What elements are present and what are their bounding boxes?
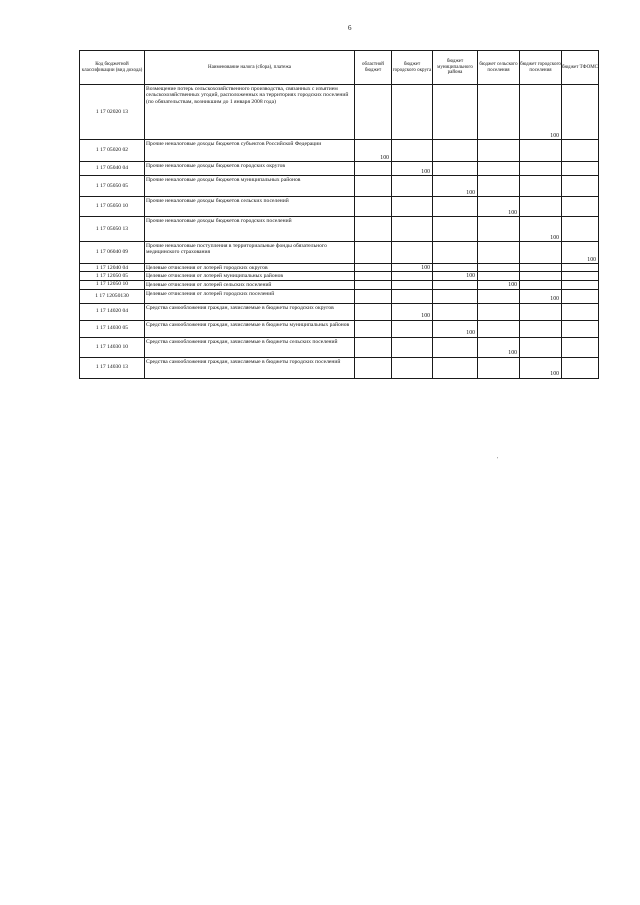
row-value <box>355 320 392 337</box>
row-value <box>392 337 433 357</box>
row-value <box>392 242 433 264</box>
row-value <box>562 337 599 357</box>
row-value <box>478 85 520 140</box>
table-row <box>80 176 599 197</box>
row-value <box>478 320 520 337</box>
row-value <box>355 162 392 176</box>
table-header-row <box>80 51 599 85</box>
row-value <box>392 280 433 289</box>
row-value: 100 <box>355 140 392 162</box>
row-value <box>562 176 599 197</box>
row-value <box>478 289 520 303</box>
row-value <box>520 280 562 289</box>
header-name: Наименование налога (сбора), платежа <box>145 51 355 85</box>
row-code: 1 17 06040 09 <box>80 242 145 264</box>
row-value <box>355 280 392 289</box>
header-rural-settlement-budget: бюджет сельского поселения <box>478 51 520 85</box>
table-row <box>80 280 599 289</box>
table-row <box>80 242 599 264</box>
row-value <box>392 176 433 197</box>
row-value <box>478 264 520 272</box>
row-value <box>520 320 562 337</box>
row-code: 1 17 14030 13 <box>80 357 145 378</box>
row-value <box>355 357 392 378</box>
row-value <box>520 140 562 162</box>
row-value: 100 <box>478 337 520 357</box>
row-value <box>562 264 599 272</box>
row-value: 100 <box>392 162 433 176</box>
row-value <box>433 264 478 272</box>
header-regional-budget: областной бюджет <box>355 51 392 85</box>
row-value <box>520 272 562 280</box>
row-value <box>562 303 599 320</box>
row-name: Целевые отчисления от лотерей городских округов <box>145 264 355 272</box>
row-value <box>433 140 478 162</box>
row-value <box>478 303 520 320</box>
row-value <box>355 242 392 264</box>
row-value <box>520 162 562 176</box>
row-value <box>478 176 520 197</box>
row-value <box>392 217 433 242</box>
row-value <box>562 272 599 280</box>
row-value <box>355 289 392 303</box>
row-value <box>433 197 478 217</box>
row-code: 1 17 12050 05 <box>80 272 145 280</box>
row-value <box>355 272 392 280</box>
row-value <box>392 272 433 280</box>
row-value <box>392 85 433 140</box>
row-value <box>433 162 478 176</box>
row-value <box>355 176 392 197</box>
table-row <box>80 320 599 337</box>
header-municipal-district-budget: бюджет муниципального района <box>433 51 478 85</box>
header-tfoms-budget: бюджет ТФОМС <box>562 51 599 85</box>
row-value <box>562 217 599 242</box>
header-code: Код бюджетной классификации (вид дохода) <box>80 51 145 85</box>
row-code: 1 17 12050 10 <box>80 280 145 289</box>
row-code: 1 17 14030 10 <box>80 337 145 357</box>
row-value <box>392 320 433 337</box>
row-value: 100 <box>392 303 433 320</box>
row-name: Прочие неналоговые доходы бюджетов городских поселений <box>145 217 355 242</box>
row-name: Целевые отчисления от лотерей городских поселений <box>145 289 355 303</box>
table-row <box>80 303 599 320</box>
row-value <box>392 197 433 217</box>
row-value: 100 <box>392 264 433 272</box>
row-value <box>433 85 478 140</box>
row-value <box>355 337 392 357</box>
row-value <box>355 217 392 242</box>
row-code: 1 17 12050130 <box>80 289 145 303</box>
row-value <box>520 176 562 197</box>
row-code: 1 17 05020 02 <box>80 140 145 162</box>
table-row <box>80 289 599 303</box>
row-value <box>355 197 392 217</box>
row-value <box>478 162 520 176</box>
table-row <box>80 197 599 217</box>
row-name: Средства самообложения граждан, зачисляемые в бюджеты городских округов <box>145 303 355 320</box>
row-name: Прочие неналоговые доходы бюджетов сельских поселений <box>145 197 355 217</box>
row-value: 100 <box>520 217 562 242</box>
row-code: 1 17 05050 05 <box>80 176 145 197</box>
header-city-district-budget: бюджет городского округа <box>392 51 433 85</box>
row-value <box>562 140 599 162</box>
row-code: 1 17 05050 10 <box>80 197 145 217</box>
row-value <box>392 140 433 162</box>
table-row <box>80 140 599 162</box>
row-value <box>562 85 599 140</box>
row-value <box>562 280 599 289</box>
row-value <box>562 197 599 217</box>
row-value <box>478 140 520 162</box>
row-name: Прочие неналоговые доходы бюджетов городских округов <box>145 162 355 176</box>
table-row <box>80 357 599 378</box>
row-value <box>478 357 520 378</box>
row-value: 100 <box>520 289 562 303</box>
header-urban-settlement-budget: бюджет городского поселения <box>520 51 562 85</box>
row-name: Средства самообложения граждан, зачисляемые в бюджеты городских поселений <box>145 357 355 378</box>
row-value: 100 <box>478 197 520 217</box>
row-name: Прочие неналоговые доходы бюджетов муниципальных районов <box>145 176 355 197</box>
row-value <box>433 289 478 303</box>
row-name: Целевые отчисления от лотерей муниципальных районов <box>145 272 355 280</box>
row-code: 1 17 14020 04 <box>80 303 145 320</box>
row-value <box>355 303 392 320</box>
revenue-classification-table <box>79 50 599 379</box>
row-name: Средства самообложения граждан, зачисляемые в бюджеты муниципальных районов <box>145 320 355 337</box>
row-name: Прочие неналоговые поступления в территориальные фонды обязательного медицинского страхования <box>145 242 355 264</box>
stray-mark: ' <box>497 457 499 463</box>
row-value: 100 <box>433 272 478 280</box>
row-code: 1 17 05050 13 <box>80 217 145 242</box>
page-number: 6 <box>348 24 352 32</box>
row-value <box>478 217 520 242</box>
row-value: 100 <box>433 320 478 337</box>
table-row <box>80 337 599 357</box>
row-value <box>478 242 520 264</box>
row-value <box>433 303 478 320</box>
row-value <box>433 217 478 242</box>
table-row <box>80 264 599 272</box>
table-row <box>80 162 599 176</box>
row-value <box>562 289 599 303</box>
row-code: 1 17 02020 13 <box>80 85 145 140</box>
row-value: 100 <box>520 357 562 378</box>
row-name: Возмещение потерь сельскохозяйственного производства, связанных с изъятием сельскохозяйственных угодий, расположенных на территориях городских поселений (по обязательствам, возникшим до 1 января 2008 года) <box>145 85 355 140</box>
row-value <box>562 357 599 378</box>
row-value <box>562 320 599 337</box>
row-value <box>355 264 392 272</box>
row-value <box>520 242 562 264</box>
table-row <box>80 85 599 140</box>
row-code: 1 17 14030 05 <box>80 320 145 337</box>
row-value <box>520 303 562 320</box>
row-value <box>392 289 433 303</box>
row-code: 1 17 12040 04 <box>80 264 145 272</box>
row-value <box>433 357 478 378</box>
row-value <box>355 85 392 140</box>
table-row <box>80 217 599 242</box>
row-value: 100 <box>562 242 599 264</box>
row-value: 100 <box>433 176 478 197</box>
row-name: Средства самообложения граждан, зачисляемые в бюджеты сельских поселений <box>145 337 355 357</box>
row-value <box>392 357 433 378</box>
row-value <box>520 264 562 272</box>
table-row <box>80 272 599 280</box>
row-value <box>433 280 478 289</box>
row-value <box>433 242 478 264</box>
row-value <box>520 197 562 217</box>
row-value: 100 <box>478 280 520 289</box>
row-name: Целевые отчисления от лотерей сельских поселений <box>145 280 355 289</box>
row-value: 100 <box>520 85 562 140</box>
row-value <box>478 272 520 280</box>
row-name: Прочие неналоговые доходы бюджетов субъектов Российской Федерации <box>145 140 355 162</box>
row-code: 1 17 05040 04 <box>80 162 145 176</box>
row-value <box>520 337 562 357</box>
row-value <box>562 162 599 176</box>
row-value <box>433 337 478 357</box>
